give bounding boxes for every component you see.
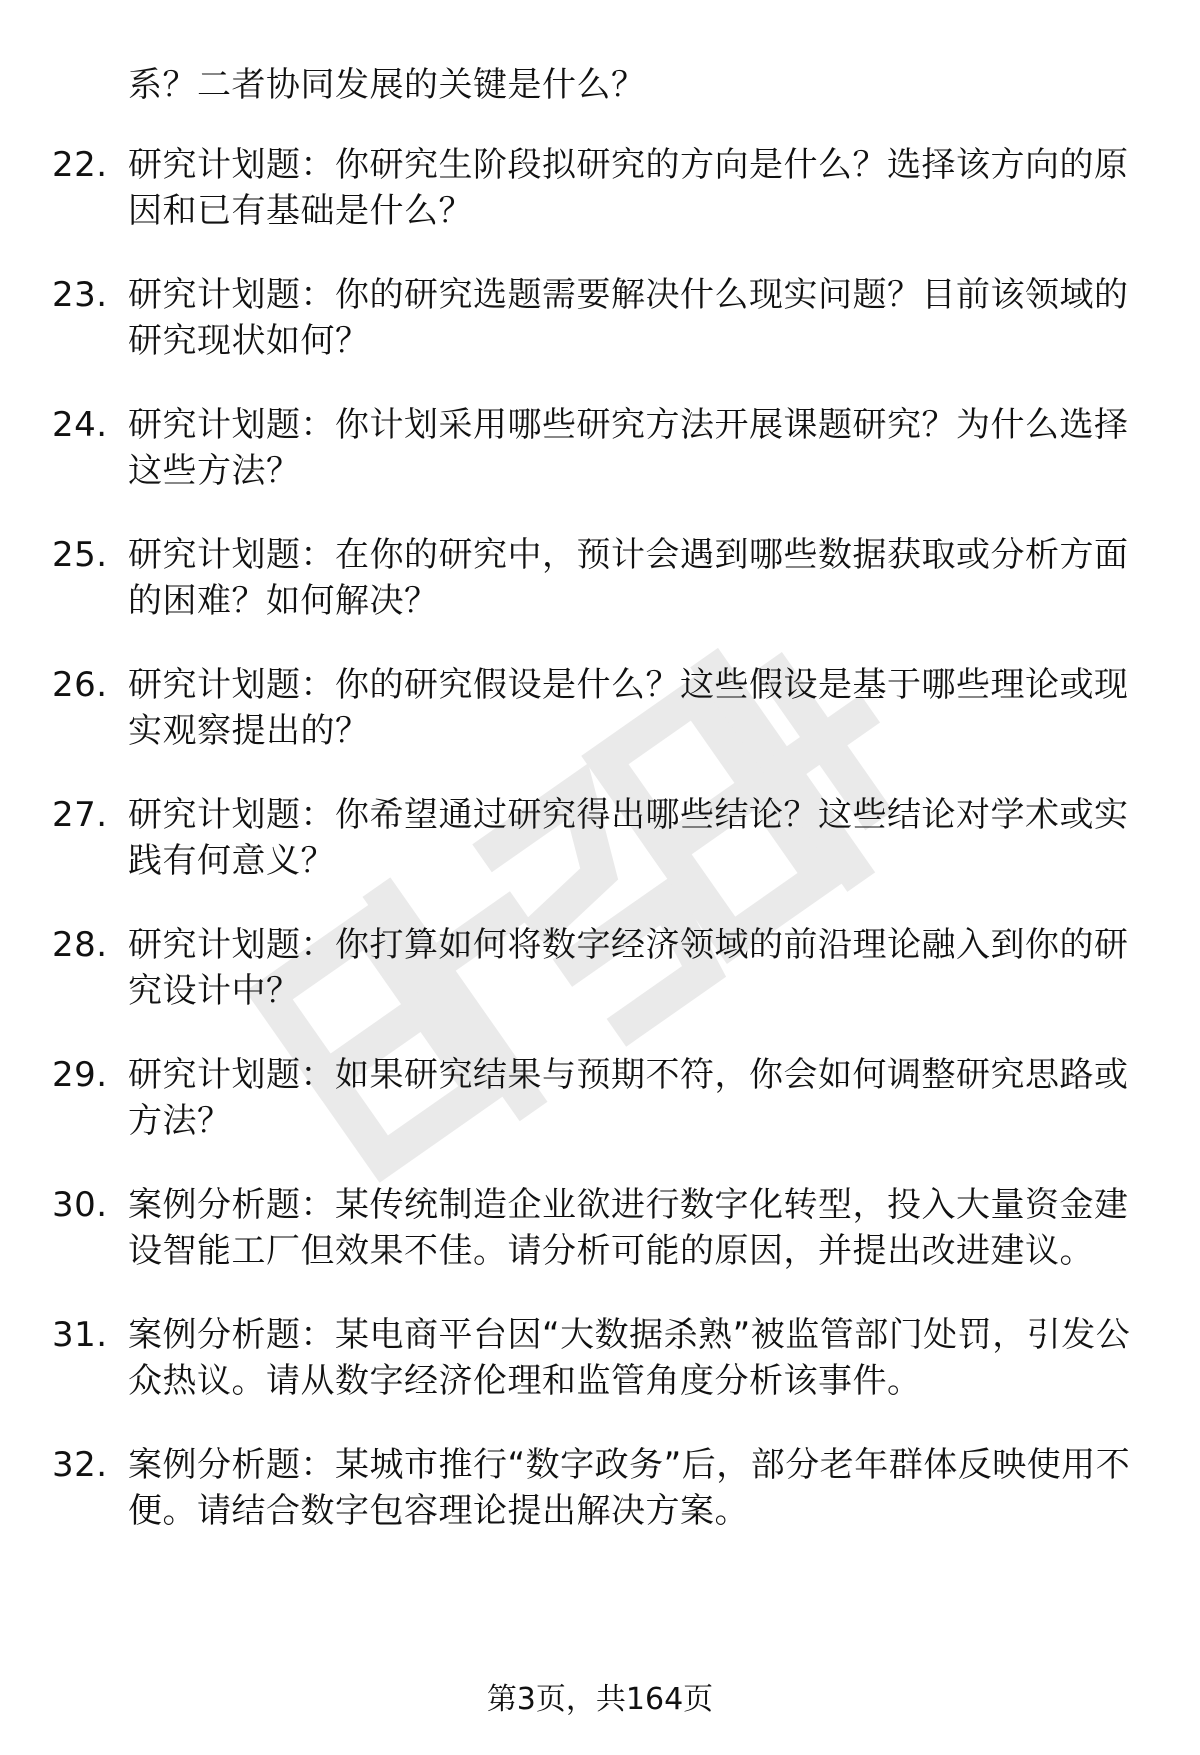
question-number: 22. [52,145,108,185]
question-text: 案例分析题：某传统制造企业欲进行数字化转型，投入大量资金建设智能工厂但效果不佳。请分析可能的原因，并提出改进建议。 [128,1185,1129,1271]
question-text: 研究计划题：你希望通过研究得出哪些结论？这些结论对学术或实践有何意义？ [128,795,1129,881]
question-item-25 [52,532,1142,624]
question-text: 案例分析题：某城市推行“数字政务”后，部分老年群体反映使用不便。请结合数字包容理论提出解决方案。 [128,1445,1131,1531]
question-text: 研究计划题：在你的研究中，预计会遇到哪些数据获取或分析方面的困难？如何解决？ [128,535,1129,621]
question-item-30 [52,1182,1142,1274]
question-item-23 [52,272,1142,364]
question-number: 32. [52,1445,108,1485]
question-item-26 [52,662,1142,754]
question-text: 研究计划题：你计划采用哪些研究方法开展课题研究？为什么选择这些方法？ [128,405,1129,491]
question-item-31 [52,1312,1142,1404]
question-text: 系？二者协同发展的关键是什么？ [128,65,646,105]
question-item-21-continued [52,62,1142,108]
question-text: 研究计划题：你的研究选题需要解决什么现实问题？目前该领域的研究现状如何？ [128,275,1129,361]
question-text: 研究计划题：你打算如何将数字经济领域的前沿理论融入到你的研究设计中？ [128,925,1129,1011]
question-item-28 [52,922,1142,1014]
question-number: 24. [52,405,108,445]
question-number: 25. [52,535,108,575]
question-item-32 [52,1442,1142,1534]
question-number: 27. [52,795,108,835]
question-number: 28. [52,925,108,965]
question-number: 30. [52,1185,108,1225]
question-number: 29. [52,1055,108,1095]
question-number: 23. [52,275,108,315]
question-number: 26. [52,665,108,705]
question-item-22 [52,142,1142,234]
question-text: 案例分析题：某电商平台因“大数据杀熟”被监管部门处罚，引发公众热议。请从数字经济伦理和监管角度分析该事件。 [128,1315,1131,1401]
question-number: 31. [52,1315,108,1355]
question-text: 研究计划题：你研究生阶段拟研究的方向是什么？选择该方向的原因和已有基础是什么？ [128,145,1129,231]
question-item-24 [52,402,1142,494]
page-footer: 第3页，共164页 [486,1682,714,1717]
question-item-29 [52,1052,1142,1144]
question-text: 研究计划题：你的研究假设是什么？这些假设是基于哪些理论或现实观察提出的？ [128,665,1129,751]
question-list [52,62,1142,1572]
question-text: 研究计划题：如果研究结果与预期不符，你会如何调整研究思路或方法？ [128,1055,1129,1141]
question-item-27 [52,792,1142,884]
